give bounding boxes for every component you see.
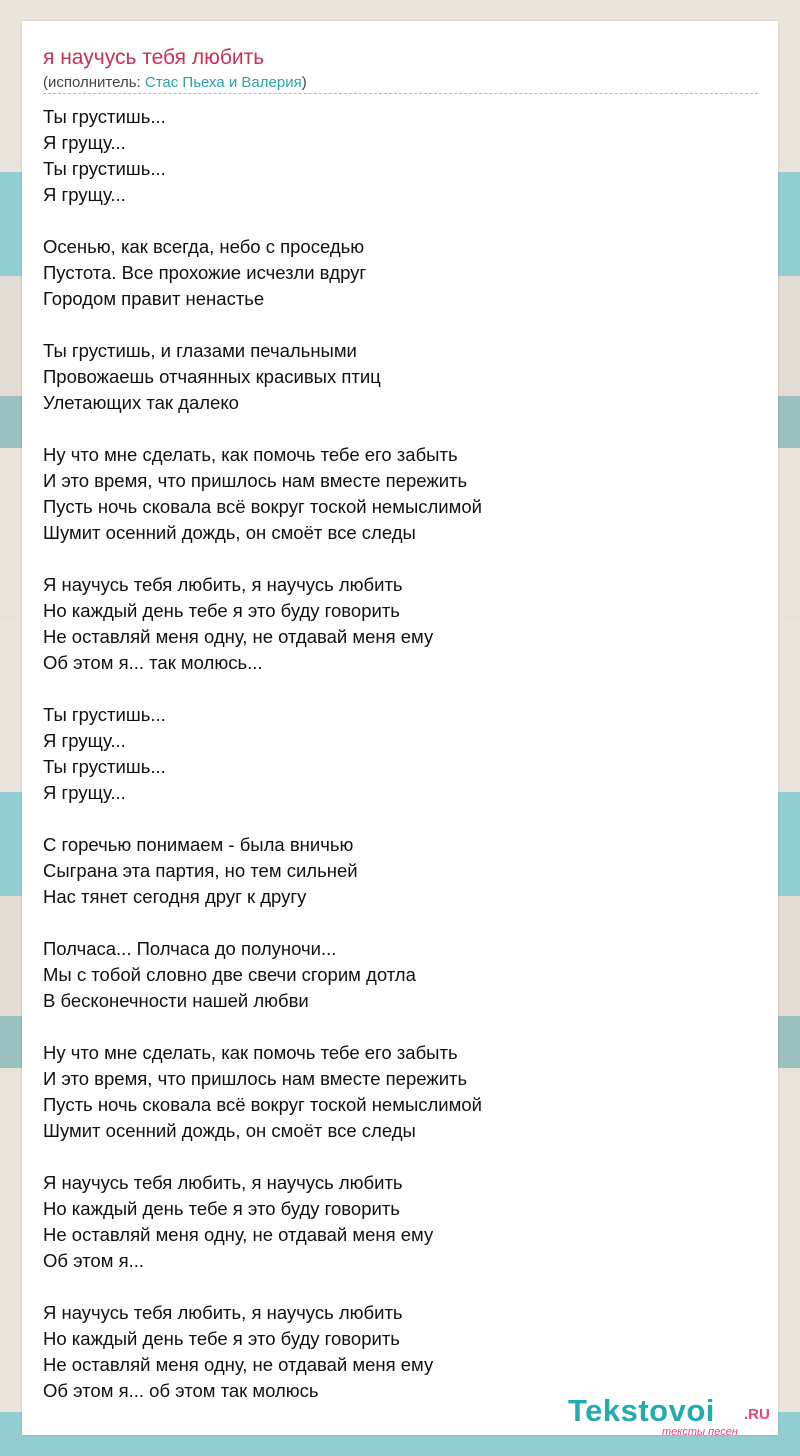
song-title: я научусь тебя любить [43, 46, 265, 69]
lyric-line: И это время, что пришлось нам вместе пережить [43, 470, 468, 491]
lyrics-stanza [43, 936, 758, 1014]
lyric-line: С горечью понимаем - была вничью [43, 834, 354, 855]
lyric-line: Полчаса... Полчаса до полуночи... [43, 938, 337, 959]
lyric-line: Но каждый день тебе я это буду говорить [43, 1328, 400, 1349]
lyric-line: Шумит осенний дождь, он смоёт все следы [43, 1120, 416, 1141]
lyrics-stanza [43, 338, 758, 416]
lyric-line: Провожаешь отчаянных красивых птиц [43, 366, 381, 387]
performer-link[interactable]: Стас Пьеха и Валерия [144, 74, 302, 91]
lyrics-stanza [43, 234, 758, 312]
lyric-line: Я грущу... [43, 782, 126, 803]
lyric-line: Городом правит ненастье [43, 288, 265, 309]
lyric-line: Нас тянет сегодня друг к другу [43, 886, 307, 907]
lyric-line: Я научусь тебя любить, я научусь любить [43, 1172, 403, 1193]
lyric-line: Сыграна эта партия, но тем сильней [43, 860, 358, 881]
lyric-line: Я грущу... [43, 184, 126, 205]
lyric-line: Ты грустишь... [43, 704, 166, 725]
lyric-line: Ты грустишь... [43, 756, 166, 777]
title-divider [43, 93, 758, 94]
logo-tld: .RU [744, 1406, 770, 1423]
lyrics-stanza [43, 702, 758, 806]
lyric-line: Я грущу... [43, 730, 126, 751]
lyric-line: Я научусь тебя любить, я научусь любить [43, 1302, 403, 1323]
lyric-line: Но каждый день тебе я это буду говорить [43, 600, 400, 621]
lyric-line: Не оставляй меня одну, не отдавай меня ему [43, 1354, 434, 1375]
lyrics-stanza [43, 104, 758, 208]
lyrics-text [43, 104, 758, 1430]
lyric-line: Шумит осенний дождь, он смоёт все следы [43, 522, 416, 543]
lyric-line: Но каждый день тебе я это буду говорить [43, 1198, 400, 1219]
performer-suffix: ) [301, 74, 307, 91]
lyric-line: Мы с тобой словно две свечи сгорим дотла [43, 964, 416, 985]
lyric-line: Об этом я... [43, 1250, 145, 1271]
lyric-line: Ты грустишь... [43, 158, 166, 179]
lyric-line: Улетающих так далеко [43, 392, 239, 413]
lyric-line: Не оставляй меня одну, не отдавай меня ему [43, 1224, 434, 1245]
lyric-line: Пусть ночь сковала всё вокруг тоской немыслимой [43, 496, 482, 517]
site-logo[interactable] [568, 1394, 778, 1440]
lyrics-stanza [43, 1300, 758, 1404]
performer-line [43, 73, 307, 93]
lyric-line: В бесконечности нашей любви [43, 990, 309, 1011]
lyric-line: Ну что мне сделать, как помочь тебе его забыть [43, 444, 458, 465]
lyric-line: Ну что мне сделать, как помочь тебе его забыть [43, 1042, 458, 1063]
lyric-line: Я грущу... [43, 132, 126, 153]
lyric-line: Ты грустишь, и глазами печальными [43, 340, 357, 361]
lyrics-stanza [43, 1170, 758, 1274]
lyric-line: Пусть ночь сковала всё вокруг тоской немыслимой [43, 1094, 482, 1115]
performer-prefix: (исполнитель: [43, 74, 145, 91]
logo-tagline: тексты песен [662, 1426, 738, 1438]
lyrics-stanza [43, 1040, 758, 1144]
logo-wordmark: Tekstovoi [568, 1393, 715, 1428]
lyrics-stanza [43, 442, 758, 546]
lyric-line: Осенью, как всегда, небо с проседью [43, 236, 365, 257]
lyrics-card [22, 21, 778, 1435]
lyric-line: Я научусь тебя любить, я научусь любить [43, 574, 403, 595]
lyric-line: Ты грустишь... [43, 106, 166, 127]
lyric-line: Пустота. Все прохожие исчезли вдруг [43, 262, 367, 283]
lyrics-stanza [43, 832, 758, 910]
lyric-line: Об этом я... об этом так молюсь [43, 1380, 319, 1401]
lyric-line: Не оставляй меня одну, не отдавай меня ему [43, 626, 434, 647]
lyric-line: И это время, что пришлось нам вместе пережить [43, 1068, 468, 1089]
lyrics-stanza [43, 572, 758, 676]
lyric-line: Об этом я... так молюсь... [43, 652, 263, 673]
